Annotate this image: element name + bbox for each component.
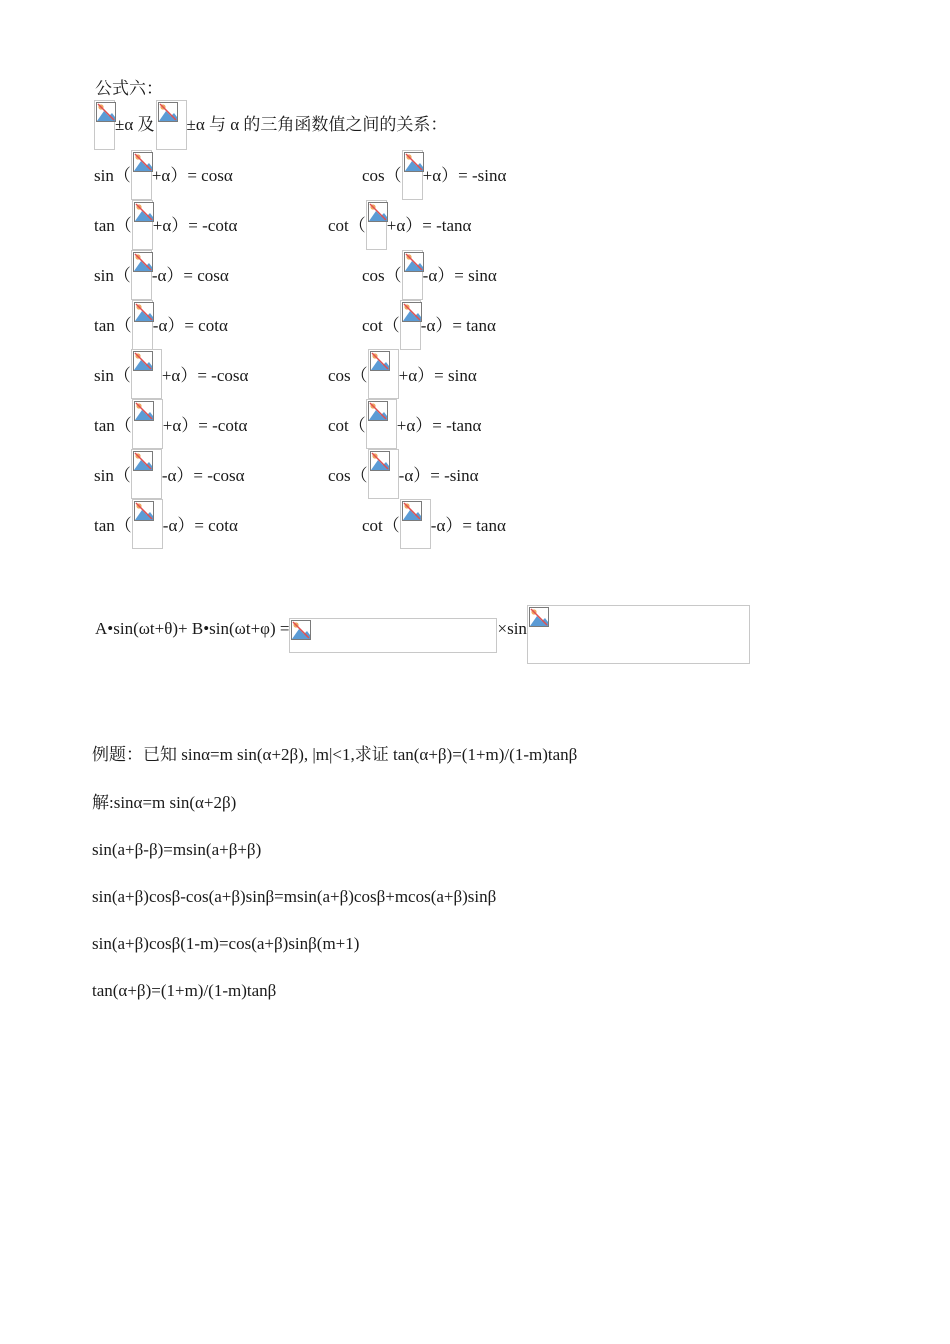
broken-image-icon: [132, 399, 163, 449]
broken-image-icon: [132, 200, 153, 250]
solution-step: sin(a+β)cosβ(1-m)=cos(a+β)sinβ(m+1): [92, 934, 360, 953]
broken-image-icon: [131, 349, 162, 399]
example-question: 例题：已知 sinα=m sin(α+2β), |m|<1,求证 tan(α+β)=(1+m)/(1-m)tanβ: [92, 745, 578, 764]
formula-row-3-right: cos（ -α）= sinα: [362, 250, 497, 300]
intro-line: [94, 100, 447, 150]
formula-row-4-left: tan（ -α）= cotα: [94, 300, 228, 350]
formula-row-4-right: cot（ -α）= tanα: [362, 300, 496, 350]
broken-image-icon: [366, 399, 397, 449]
solution-step: sin(a+β-β)=msin(a+β+β): [92, 840, 262, 859]
formula-row-8-left: tan（ -α）= cotα: [94, 499, 238, 549]
formula-row-6-left: tan（ +α）= -cotα: [94, 399, 247, 449]
sum-formula-lhs: A•sin(ωt+θ)+ B•sin(ωt+φ) =: [95, 619, 290, 638]
broken-image-icon: [132, 499, 163, 549]
broken-image-icon: [400, 499, 431, 549]
formula-row-5-right: cos（ +α）= sinα: [328, 349, 477, 399]
broken-image-icon: [131, 250, 152, 300]
intro-text-2: ±α 与 α 的三角函数值之间的关系：: [186, 115, 448, 134]
broken-image-icon: [366, 200, 387, 250]
broken-image-icon: [400, 300, 421, 350]
sum-formula-mid: ×sin: [497, 619, 527, 638]
broken-image-icon: [402, 150, 423, 200]
broken-image-icon: [94, 100, 115, 150]
broken-image-icon: [289, 618, 497, 653]
solution-step: tan(α+β)=(1+m)/(1-m)tanβ: [92, 981, 277, 1000]
formula-row-2-right: cot（ +α）= -tanα: [328, 200, 471, 250]
formula-row-8-right: cot（ -α）= tanα: [362, 499, 506, 549]
section-heading: 公式六：: [95, 79, 163, 98]
formula-row-7-left: sin（ -α）= -cosα: [94, 449, 244, 499]
solution-step: sin(a+β)cosβ-cos(a+β)sinβ=msin(a+β)cosβ+mcos(a+β)sinβ: [92, 887, 497, 906]
broken-image-icon: [132, 300, 153, 350]
formula-row-1-left: sin（ +α）= cosα: [94, 150, 233, 200]
intro-text-1: ±α 及: [115, 115, 155, 134]
formula-row-6-right: cot（ +α）= -tanα: [328, 399, 481, 449]
formula-row-3-left: sin（ -α）= cosα: [94, 250, 229, 300]
sum-formula: [95, 605, 750, 664]
broken-image-icon: [131, 449, 162, 499]
broken-image-icon: [368, 449, 399, 499]
formula-row-7-right: cos（ -α）= -sinα: [328, 449, 478, 499]
formula-row-1-right: cos（ +α）= -sinα: [362, 150, 506, 200]
solution-step: 解:sinα=m sin(α+2β): [92, 793, 237, 812]
broken-image-icon: [527, 605, 750, 664]
broken-image-icon: [131, 150, 152, 200]
formula-row-2-left: tan（ +α）= -cotα: [94, 200, 237, 250]
broken-image-icon: [368, 349, 399, 399]
formula-row-5-left: sin（ +α）= -cosα: [94, 349, 248, 399]
broken-image-icon: [402, 250, 423, 300]
broken-image-icon: [156, 100, 187, 150]
